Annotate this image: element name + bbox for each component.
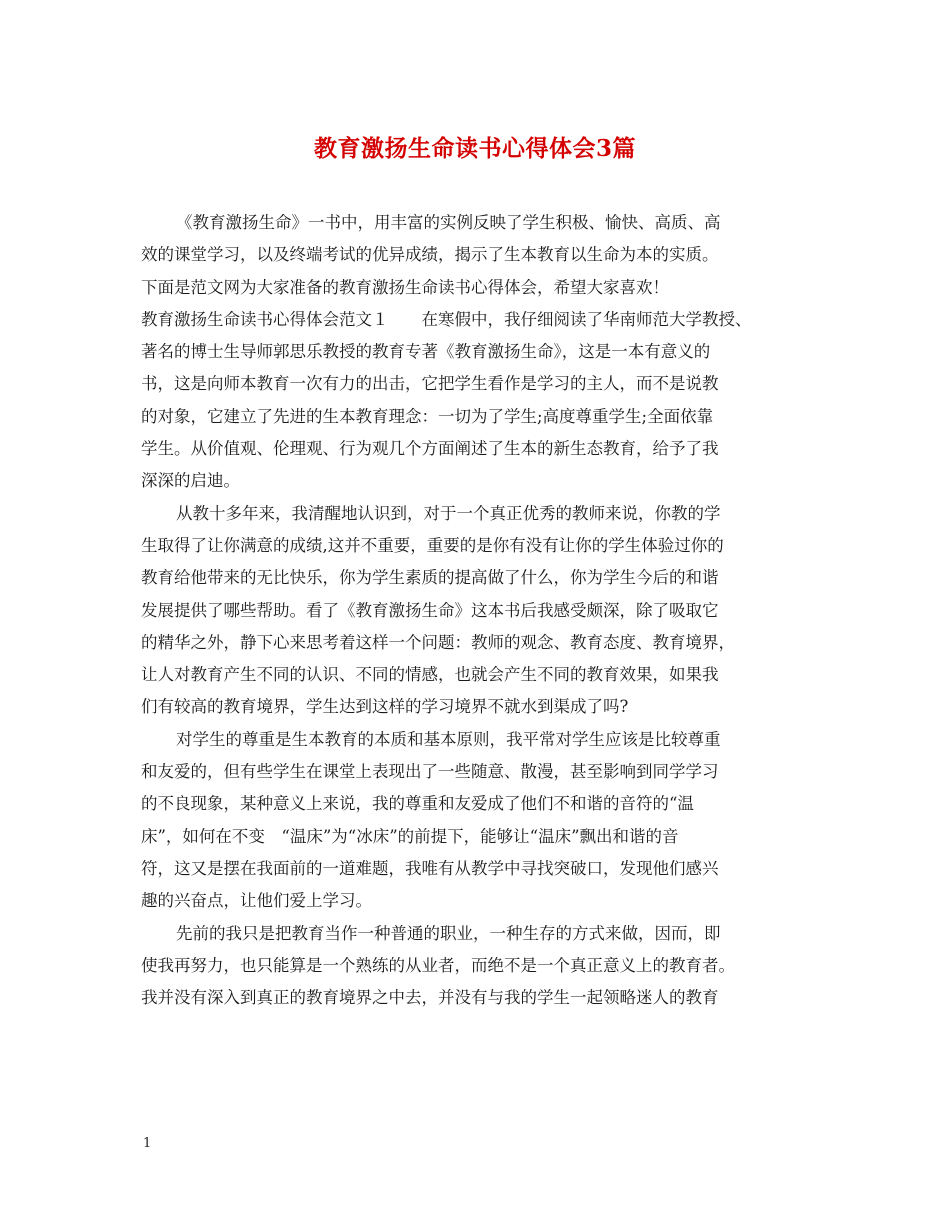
text-line: 生取得了让你满意的成绩,这并不重要，重要的是你有没有让你的学生体验过你的: [141, 535, 724, 555]
document-title: 教育激扬生命读书心得体会3篇: [313, 135, 636, 162]
text-line: 发展提供了哪些帮助。看了《教育激扬生命》这本书后我感受颇深，除了吸取它: [141, 600, 719, 620]
text-line: 使我再努力，也只能算是一个熟练的从业者，而绝不是一个真正意义上的教育者。: [141, 955, 735, 975]
text-line: 教育激扬生命读书心得体会范文１ 在寒假中，我仔细阅读了华南师范大学教授、: [141, 309, 752, 329]
text-line: 让人对教育产生不同的认识、不同的情感，也就会产生不同的教育效果，如果我: [141, 665, 719, 685]
text-line: 从教十多年来，我清醒地认识到，对于一个真正优秀的教师来说，你教的学: [176, 503, 721, 523]
text-line: 《教育激扬生命》一书中，用丰富的实例反映了学生积极、愉快、高质、高: [176, 213, 721, 232]
page-number: 1: [143, 1136, 152, 1151]
text-line: 书，这是向师本教育一次有力的出击，它把学生看作是学习的主人，而不是说教: [141, 374, 719, 394]
text-line: 的对象，它建立了先进的生本教育理念：一切为了学生;高度尊重学生;全面依靠: [141, 406, 714, 426]
document-body: [141, 207, 825, 1014]
text-line: 的不良现象，某种意义上来说，我的尊重和友爱成了他们不和谐的音符的“温: [141, 794, 694, 814]
text-line: 床”，如何在不变 “温床”为“冰床”的前提下，能够让“温床”飘出和谐的音: [141, 826, 679, 846]
text-line: 先前的我只是把教育当作一种普通的职业，一种生存的方式来做，因而，即: [176, 923, 721, 943]
text-line: 效的课堂学习，以及终端考试的优异成绩，揭示了生本教育以生命为本的实质。: [141, 245, 719, 265]
text-line: 下面是范文网为大家准备的教育激扬生命读书心得体会，希望大家喜欢！: [141, 277, 669, 297]
text-line: 我并没有深入到真正的教育境界之中去，并没有与我的学生一起领略迷人的教育: [141, 988, 719, 1008]
text-line: 对学生的尊重是生本教育的本质和基本原则，我平常对学生应该是比较尊重: [176, 729, 721, 749]
text-line: 著名的博士生导师郭思乐教授的教育专著《教育激扬生命》，这是一本有意义的: [141, 342, 711, 362]
text-line: 教育给他带来的无比快乐，你为学生素质的提高做了什么，你为学生今后的和谐: [141, 568, 719, 588]
text-line: 学生。从价值观、伦理观、行为观几个方面阐述了生本的新生态教育，给予了我: [141, 439, 719, 459]
text-line: 和友爱的，但有些学生在课堂上表现出了一些随意、散漫，甚至影响到同学学习: [141, 762, 719, 782]
text-line: 们有较高的教育境界，学生达到这样的学习境界不就水到渠成了吗?: [141, 697, 629, 717]
text-line: 的精华之外，静下心来思考着这样一个问题：教师的观念、教育态度、教育境界，: [141, 632, 735, 652]
text-line: 深深的启迪。: [141, 471, 240, 491]
text-line: 符，这又是摆在我面前的一道难题，我唯有从教学中寻找突破口，发现他们感兴: [141, 858, 719, 878]
text-line: 趣的兴奋点，让他们爱上学习。: [141, 891, 372, 911]
